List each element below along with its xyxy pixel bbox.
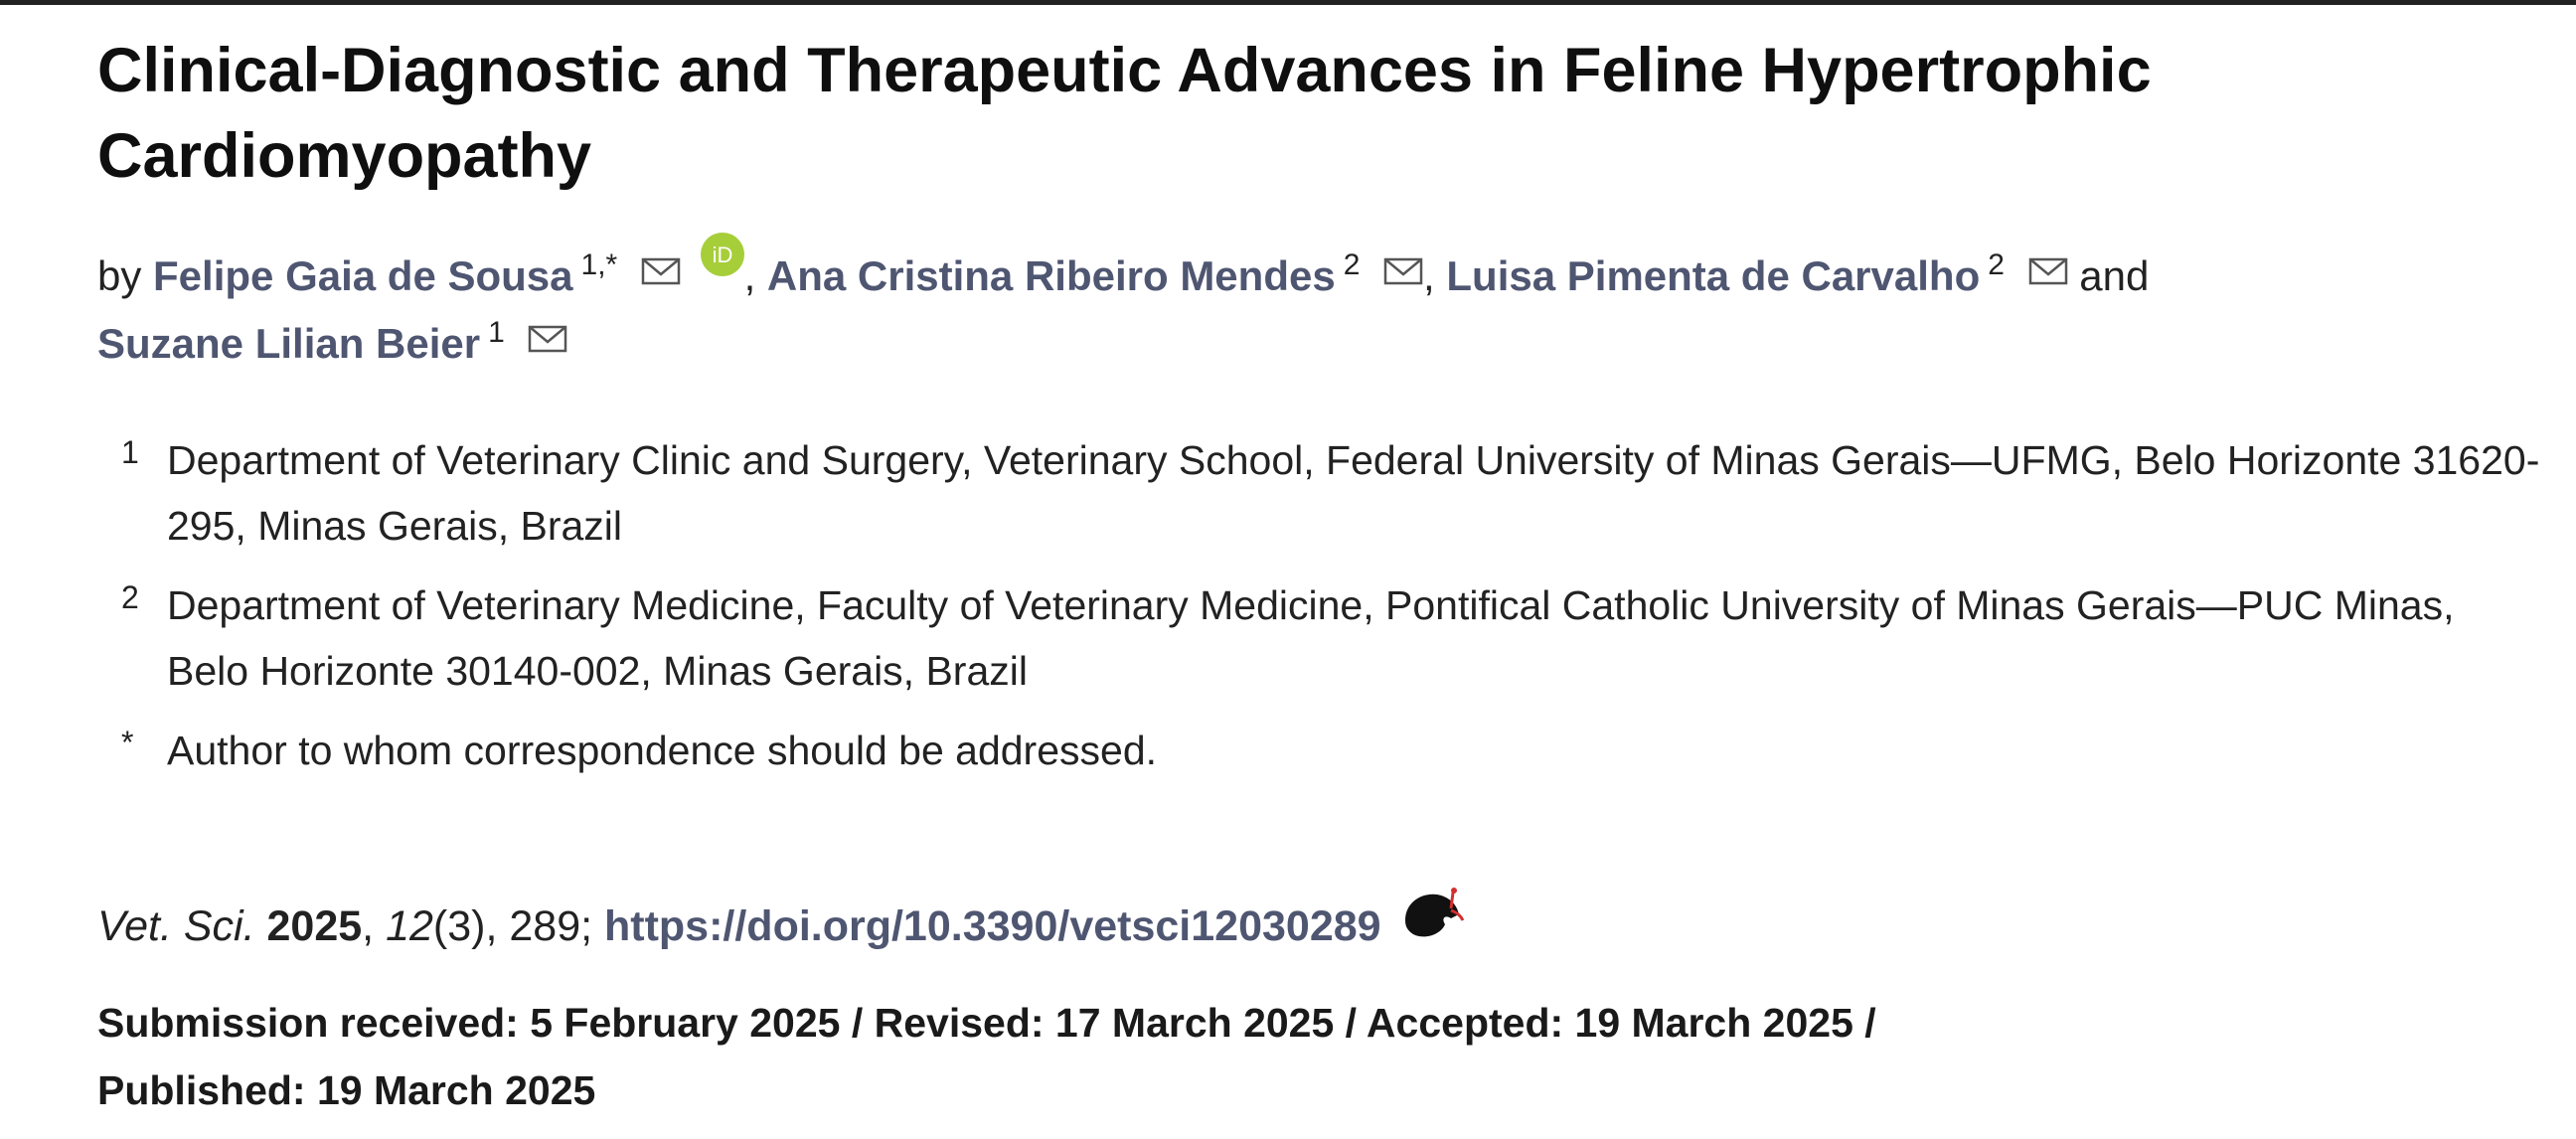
- author-list: by Felipe Gaia de Sousa $^{1,*}$ iD , Ana Cristina Ribeiro Mendes $^2$ , Luisa Pimenta de Carvalho $^2$ and Suzane Lilian Beier $^1$: [97, 233, 2542, 378]
- volume: 12: [386, 902, 433, 950]
- affiliation-marker: *: [121, 725, 134, 760]
- affiliation-item: [97, 572, 2542, 704]
- author-affiliation-marker: 2: [1343, 248, 1361, 281]
- issue: (3): [432, 902, 486, 950]
- author-link[interactable]: Luisa Pimenta de Carvalho: [1446, 252, 1981, 299]
- publication-dates: [97, 989, 2383, 1124]
- svg-text:iD: iD: [712, 243, 732, 267]
- author-affiliation-marker: 1: [488, 316, 505, 349]
- article-number: , 289;: [485, 902, 604, 950]
- mail-icon[interactable]: [528, 324, 567, 354]
- affiliations-list: [97, 427, 2542, 797]
- author-link[interactable]: Suzane Lilian Beier: [97, 320, 481, 367]
- and-label: and: [2079, 252, 2150, 299]
- mail-icon[interactable]: [641, 256, 681, 286]
- top-rule: [0, 0, 2576, 5]
- orcid-icon[interactable]: [701, 233, 744, 276]
- journal-name: Vet. Sci.: [97, 902, 255, 950]
- affiliation-text: Department of Veterinary Medicine, Faculty of Veterinary Medicine, Pontifical Catholic University of Minas Gerais—PUC Minas, Belo Horizonte 30140-002, Minas Gerais, Brazil: [167, 582, 2455, 694]
- citation: Vet. Sci. 2025, 12(3), 289; https://doi.org/10.3390/vetsci12030289: [97, 885, 2542, 960]
- affiliation-item: [97, 427, 2542, 559]
- mail-icon[interactable]: [1383, 256, 1423, 286]
- dates-line: Submission received: 5 February 2025 / Revised: 17 March 2025 / Accepted: 19 March 2025 /: [97, 1000, 1876, 1046]
- by-label: by: [97, 252, 142, 299]
- author-link[interactable]: Felipe Gaia de Sousa: [153, 252, 573, 299]
- author-affiliation-marker: 2: [1988, 248, 2005, 281]
- affiliation-marker: 2: [121, 579, 139, 615]
- affiliation-item: [97, 718, 2542, 783]
- author-affiliation-marker: 1,*: [580, 248, 618, 281]
- check-for-updates-icon[interactable]: [1401, 885, 1467, 944]
- affiliation-text: Author to whom correspondence should be addressed.: [167, 728, 1158, 773]
- affiliation-marker: 1: [121, 434, 139, 470]
- dates-line: Published: 19 March 2025: [97, 1067, 596, 1113]
- doi-link[interactable]: https://doi.org/10.3390/vetsci12030289: [604, 902, 1381, 950]
- author-link[interactable]: Ana Cristina Ribeiro Mendes: [766, 252, 1336, 299]
- affiliation-text: Department of Veterinary Clinic and Surgery, Veterinary School, Federal University of Minas Gerais—UFMG, Belo Horizonte 31620-295, Minas Gerais, Brazil: [167, 437, 2540, 549]
- mail-icon[interactable]: [2028, 256, 2068, 286]
- article-title: Clinical-Diagnostic and Therapeutic Advances in Feline Hypertrophic Cardiomyopathy: [97, 36, 2152, 191]
- publication-year: 2025: [266, 902, 363, 950]
